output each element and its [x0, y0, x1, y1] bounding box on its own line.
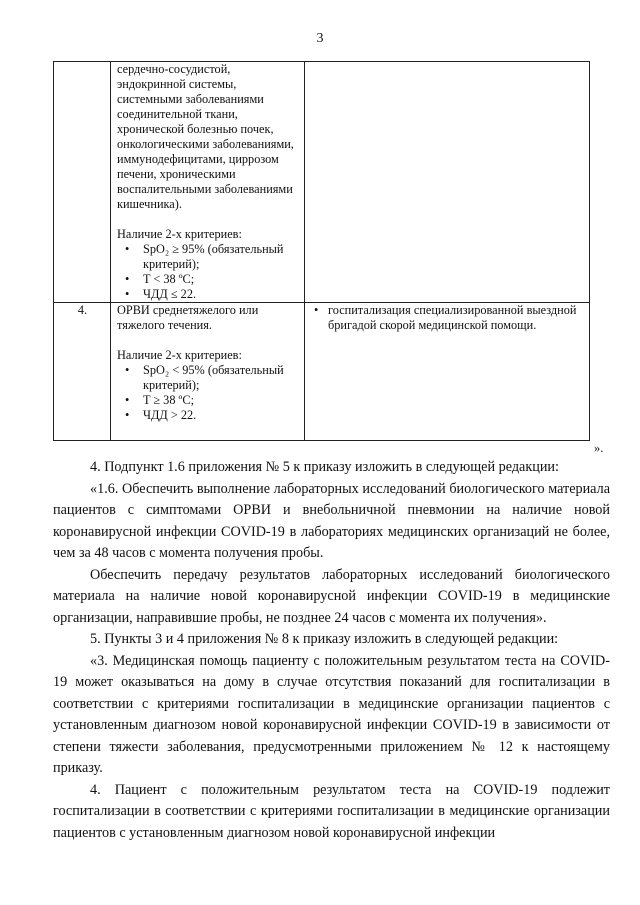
paragraph: 4. Подпункт 1.6 приложения № 5 к приказу изложить в следующей редакции: [90, 459, 559, 475]
criteria-list [117, 242, 299, 302]
paragraph: «1.6. Обеспечить выполнение лабораторных исследований биологического материала пациентов с симптомами ОРВИ и внебольничной пневмонии на наличие новой коронавирусной инфекции COVID-19 в лабораториях медицинских организаций не более, чем за 48 часов с момента получения пробы. [53, 480, 610, 561]
list-item: • SpO₂ ≥ 95% (обязательный критерий); [117, 242, 299, 272]
criteria-list [117, 363, 299, 423]
row-number-cell: 4. [54, 303, 111, 441]
row-number-cell [54, 62, 111, 303]
criteria-cell [111, 62, 305, 303]
page-number: 3 [316, 31, 324, 46]
list-item: • SpO₂ < 95% (обязательный критерий); [117, 363, 299, 393]
criteria-table [53, 61, 590, 441]
criteria-cell [111, 303, 305, 441]
table-row [54, 62, 590, 303]
criteria-intro: Наличие 2-х критериев: [117, 227, 242, 241]
list-item: • госпитализация специализированной выездной бригадой скорой медицинской помощи. [311, 303, 584, 333]
paragraph: 5. Пункты 3 и 4 приложения № 8 к приказу изложить в следующей редакции: [90, 631, 559, 647]
list-item: • ЧДД ≤ 22. [117, 287, 299, 302]
criteria-text: ОРВИ среднетяжелого или тяжелого течения. [117, 303, 259, 332]
closing-quote: ». [594, 441, 604, 455]
action-list [311, 303, 584, 333]
paragraph: Обеспечить передачу результатов лабораторных исследований биологического материала на наличие новой коронавирусной инфекции COVID-19 в медицинские организации, направившие пробы, не позднее 24 часов с момента их получения». [53, 566, 610, 626]
table-row [54, 303, 590, 441]
action-cell [305, 303, 590, 441]
list-item: • T ≥ 38 ºC; [117, 393, 299, 408]
criteria-intro: Наличие 2-х критериев: [117, 348, 242, 362]
criteria-text: сердечно-сосудистой, эндокринной системы, системными заболеваниями соединительной ткани, хронической болезнью почек, онкологическими заболеваниями, иммунодефицитами, циррозом печени, хроническими воспалительными заболеваниями кишечника). [117, 62, 294, 211]
paragraph: 4. Пациент с положительным результатом теста на COVID-19 подлежит госпитализации в соответствии с критериями госпитализации в медицинские организации пациентов с установленным диагнозом новой коронавирусной инфекции [53, 781, 610, 841]
list-item: • ЧДД > 22. [117, 408, 299, 423]
paragraph: «3. Медицинская помощь пациенту с положительным результатом теста на COVID-19 может оказываться на дому в случае отсутствия показаний для госпитализации в соответствии с критериями госпитализации в медицинские организации пациентов с установленным диагнозом новой коронавирусной инфекции COVID-19 в зависимости от степени тяжести заболевания, предусмотренными приложением № 12 к настоящему приказу. [53, 652, 610, 776]
list-item: • T < 38 ºC; [117, 272, 299, 287]
action-cell [305, 62, 590, 303]
body-text [53, 457, 610, 844]
